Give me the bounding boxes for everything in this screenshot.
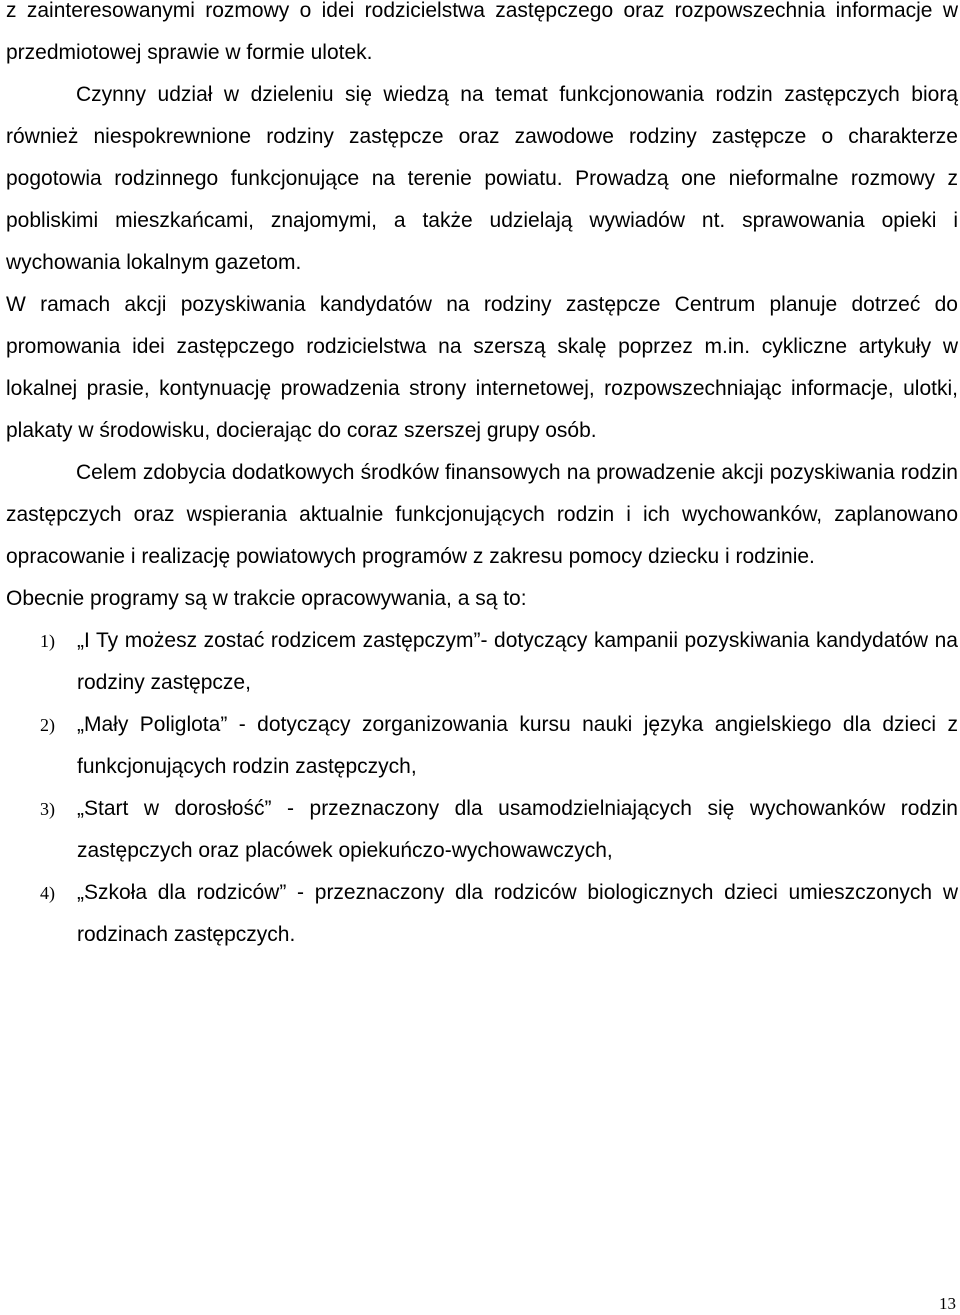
list-item: [6, 704, 958, 788]
list-item-text: „Mały Poliglota” - dotyczący zorganizowania kursu nauki języka angielskiego dla dzieci z funkcjonujących rodzin zastępczych,: [77, 713, 958, 778]
document-body: [6, 0, 958, 956]
paragraph-recruitment-campaign: W ramach akcji pozyskiwania kandydatów na rodziny zastępcze Centrum planuje dotrzeć do promowania idei zastępczego rodzicielstwa na szerszą skalę poprzez m.in. cykliczne artykuły w lokalnej prasie, kontynuację prowadzenia strony internetowej, rozpowszechniając informacje, ulotki, plakaty w środowisku, docierając do coraz szerszej grupy osób.: [6, 293, 958, 442]
list-item-text: „Start w dorosłość” - przeznaczony dla usamodzielniających się wychowanków rodzin zastępczych oraz placówek opiekuńczo-wychowawczych,: [77, 797, 958, 862]
paragraph-foster-families-knowledge: Czynny udział w dzieleniu się wiedzą na temat funkcjonowania rodzin zastępczych biorą również niespokrewnione rodziny zastępcze oraz zawodowe rodziny zastępcze o charakterze pogotowia rodzinnego funkcjonujące na terenie powiatu. Prowadzą one nieformalne rozmowy z pobliskimi mieszkańcami, znajomymi, a także udzielają wywiadów nt. sprawowania opieki i wychowania lokalnym gazetom.: [6, 83, 958, 274]
paragraph-funding-programs: Celem zdobycia dodatkowych środków finansowych na prowadzenie akcji pozyskiwania rodzin zastępczych oraz wspierania aktualnie funkcjonujących rodzin i ich wychowanków, zaplanowano opracowanie i realizację powiatowych programów z zakresu pomocy dziecku i rodzinie.: [6, 461, 958, 568]
list-item: [6, 620, 958, 704]
programs-list: [6, 620, 958, 956]
list-item-number: 2): [40, 715, 55, 735]
list-item: [6, 872, 958, 956]
page-number: 13: [939, 1294, 956, 1313]
list-item: [6, 788, 958, 872]
list-item-number: 4): [40, 883, 55, 903]
paragraph-programs-intro: Obecnie programy są w trakcie opracowywania, a są to:: [6, 587, 527, 610]
list-item-number: 3): [40, 799, 55, 819]
list-item-number: 1): [40, 631, 55, 651]
list-item-text: „Szkoła dla rodziców” - przeznaczony dla rodziców biologicznych dzieci umieszczonych w rodzinach zastępczych.: [77, 881, 958, 946]
paragraph-continuation: z zainteresowanymi rozmowy o idei rodzicielstwa zastępczego oraz rozpowszechnia informacje w przedmiotowej sprawie w formie ulotek.: [6, 0, 958, 64]
list-item-text: „I Ty możesz zostać rodzicem zastępczym”- dotyczący kampanii pozyskiwania kandydatów na rodziny zastępcze,: [77, 629, 958, 694]
